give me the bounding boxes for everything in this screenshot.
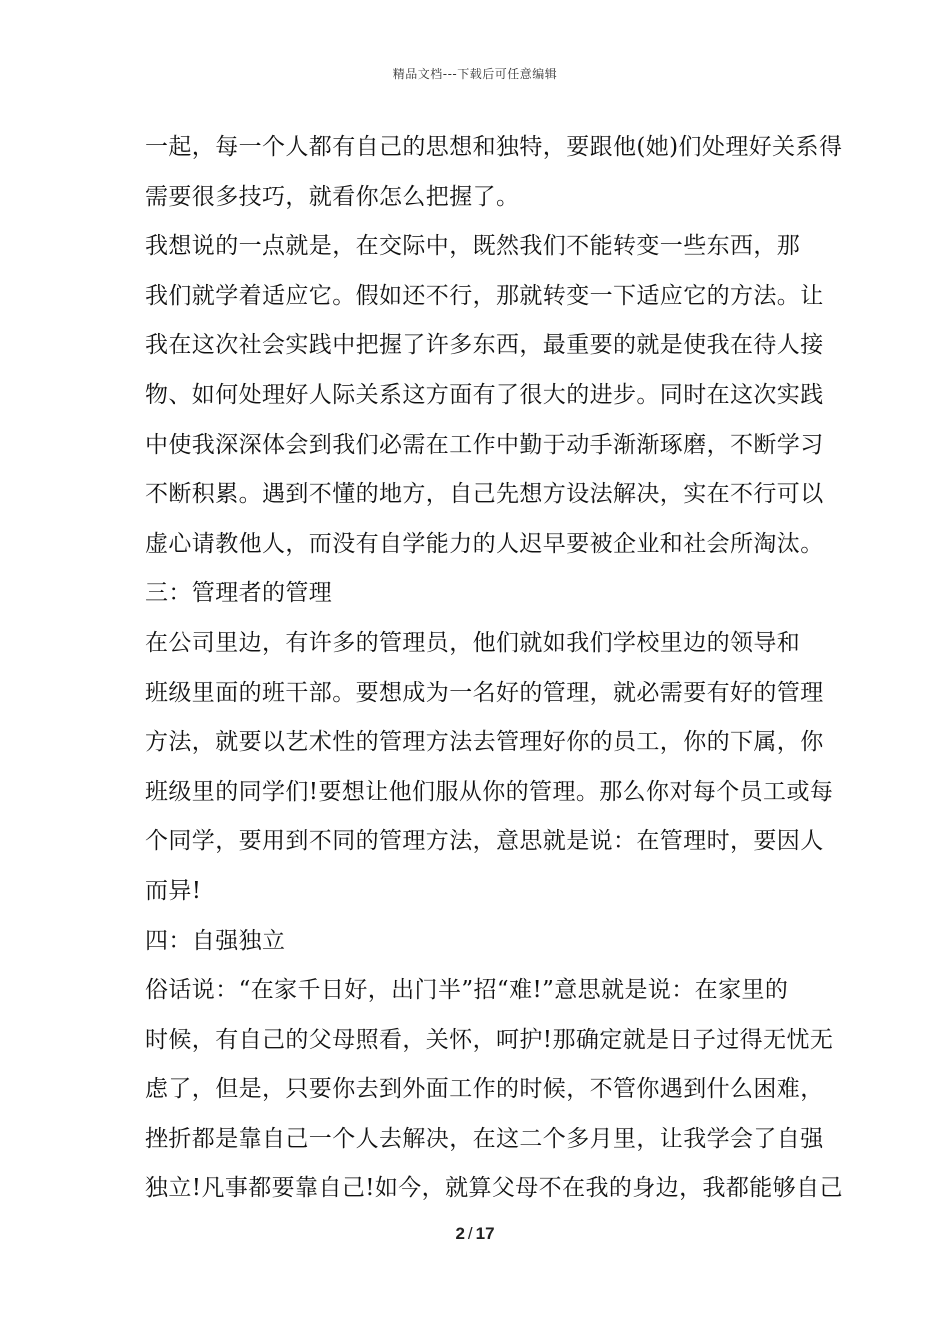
page-separator: / — [467, 1224, 473, 1243]
text-line: 我在这次社会实践中把握了许多东西，最重要的就是使我在待人接 — [145, 332, 824, 359]
text-line: 独立!凡事都要靠自己!如今，就算父母不在我的身边，我都能够自己 — [145, 1175, 843, 1202]
text-line: 中使我深深体会到我们必需在工作中勤于动手渐渐琢磨，不断学习 — [145, 431, 824, 458]
text-line: 我们就学着适应它。假如还不行，那就转变一下适应它的方法。让 — [145, 282, 824, 309]
text-line: 一起，每一个人都有自己的思想和独特，要跟他(她)们处理好关系得 — [145, 134, 843, 160]
text-line: 不断积累。遇到不懂的地方，自己先想方设法解决，实在不行可以 — [145, 481, 824, 508]
text-line: 虚心请教他人，而没有自学能力的人迟早要被企业和社会所淘汰。 — [145, 530, 824, 557]
text-line: 物、如何处理好人际关系这方面有了很大的进步。同时在这次实践 — [145, 381, 824, 408]
text-line: 班级里的同学们!要想让他们服从你的管理。那么你对每个员工或每 — [145, 778, 834, 805]
section-heading: 三：管理者的管理 — [145, 580, 333, 607]
document-header: 精品文档---下载后可任意编辑 — [392, 67, 558, 81]
text-line: 而异! — [145, 877, 202, 904]
text-line: 我想说的一点就是，在交际中，既然我们不能转变一些东西，那 — [145, 233, 801, 260]
total-page-count: 17 — [475, 1224, 495, 1243]
text-line: 个同学，要用到不同的管理方法，意思就是说：在管理时，要因人 — [145, 828, 824, 855]
current-page-number: 2 — [455, 1224, 465, 1243]
text-line: 班级里面的班干部。要想成为一名好的管理，就必需要有好的管理 — [145, 679, 824, 706]
text-line: 俗话说：“在家千日好，出门半”招“难!”意思就是说：在家里的 — [145, 977, 789, 1004]
text-line: 在公司里边，有许多的管理员，他们就如我们学校里边的领导和 — [145, 629, 801, 656]
text-line: 挫折都是靠自己一个人去解决，在这二个多月里，让我学会了自强 — [145, 1125, 824, 1152]
text-line: 时候，有自己的父母照看，关怀，呵护!那确定就是日子过得无忧无 — [145, 1026, 834, 1053]
page-number — [0, 1224, 950, 1244]
section-heading: 四：自强独立 — [145, 927, 286, 954]
document-body — [145, 123, 843, 1214]
text-line: 方法，就要以艺术性的管理方法去管理好你的员工，你的下属，你 — [145, 729, 824, 756]
text-line: 虑了，但是，只要你去到外面工作的时候，不管你遇到什么困难， — [145, 1076, 824, 1103]
text-line: 需要很多技巧，就看你怎么把握了。 — [145, 183, 520, 210]
